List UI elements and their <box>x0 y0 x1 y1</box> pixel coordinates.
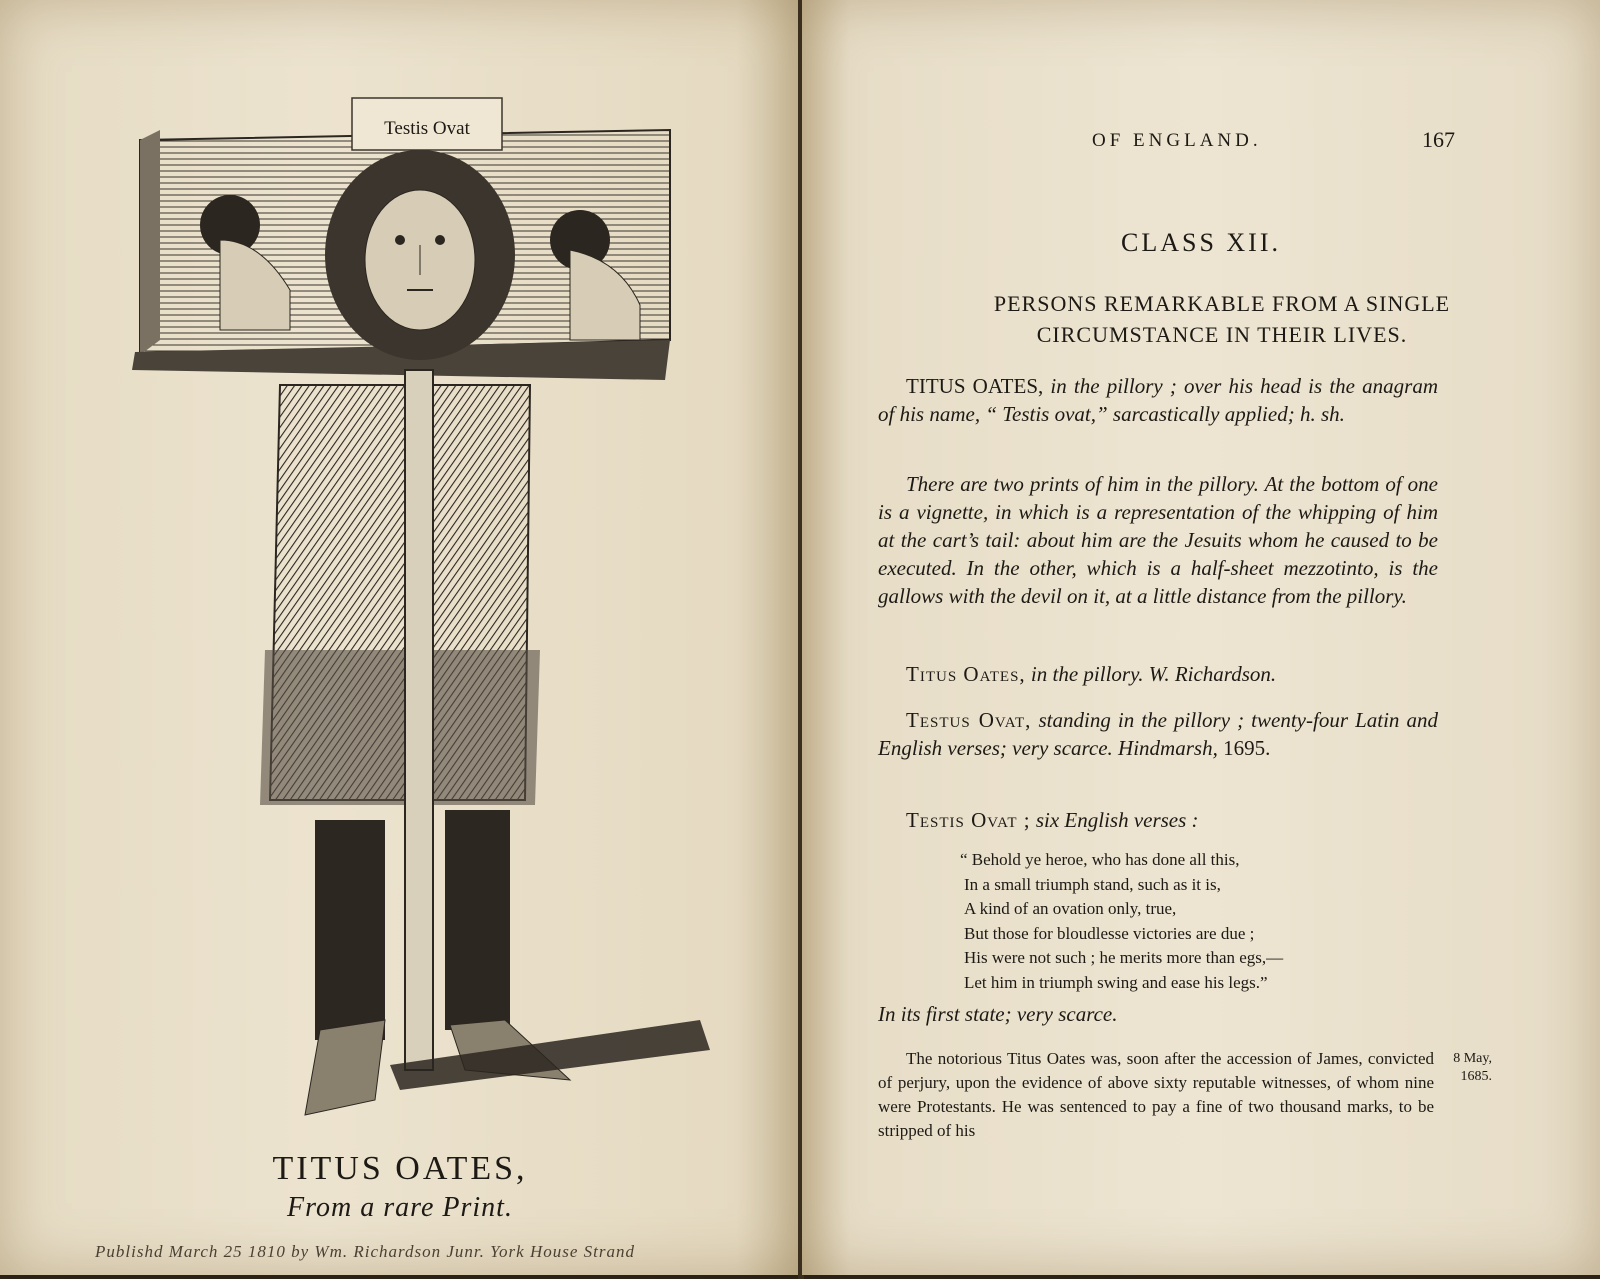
plate-caption-title: TITUS OATES, <box>272 1150 528 1187</box>
entry-name: TITUS OATES, <box>906 374 1044 398</box>
margin-note-line: 8 May, <box>1453 1051 1492 1066</box>
verse-line: “ Behold ye heroe, who has done all this, <box>960 850 1240 869</box>
entry-description: standing in the pillory ; twenty-four Latin and English verses; very scarce. Hindmarsh, <box>878 708 1438 760</box>
section-heading-line: CIRCUMSTANCE IN THEIR LIVES. <box>1036 322 1408 347</box>
verse-line: But those for bloudlesse victories are due ; <box>964 923 1255 943</box>
running-head: OF ENGLAND. <box>1092 130 1262 151</box>
entry-note: There are two prints of him in the pillory. At the bottom of one is a vignette, in which is a representation of the whipping of him at the cart’s tail: about him are the Jesuits whom he caused to be executed. In the other, which is a half-sheet mezzotinto, is the gallows with the devil on it, at a little distance from the pillory. <box>878 472 1438 608</box>
engraving-plate <box>120 90 720 1150</box>
entry-description: in the pillory ; over his head is the anagram of his name, “ Testis ovat,” sarcastically applied; h. sh. <box>878 374 1438 426</box>
right-page <box>802 0 1600 1275</box>
entry-testis-ovat <box>878 806 1438 834</box>
class-heading: CLASS XII. <box>1120 228 1281 257</box>
entry-testus-ovat <box>878 706 1438 762</box>
page-number: 167 <box>1422 127 1455 152</box>
verse-line: A kind of an ovation only, true, <box>964 899 1177 918</box>
entry-name: Titus Oates, <box>906 662 1026 686</box>
margin-date-note <box>1444 1050 1492 1086</box>
pillory-engraving <box>120 90 720 1150</box>
verse-line: Let him in triumph swing and ease his legs.” <box>964 972 1268 992</box>
verse-line: In a small triumph stand, such as it is, <box>964 874 1221 894</box>
entry-titus-oates-1 <box>878 372 1438 428</box>
entry-name: Testus Ovat, <box>906 708 1032 732</box>
state-note: In its first state; very scarce. <box>878 1002 1118 1026</box>
entry-year: 1695. <box>1223 736 1271 760</box>
entry-name: Testis Ovat ; <box>906 808 1031 832</box>
margin-note-line: 1685. <box>1460 1069 1492 1084</box>
left-page <box>0 0 800 1275</box>
plate-caption-subtitle: From a rare Print. <box>287 1192 513 1223</box>
narrative-paragraph: The notorious Titus Oates was, soon after the accession of James, convicted of perjury, upon the evidence of above sixty reputable witnesses, of whom nine were Protestants. He was sentenced to pay a fine of two thousand marks, to be stripped of his <box>878 1049 1434 1140</box>
plate-imprint: Publishd March 25 1810 by Wm. Richardson Junr. York House Strand <box>95 1242 635 1261</box>
verse-line: His were not such ; he merits more than egs,— <box>964 948 1284 967</box>
entry-description: in the pillory. W. Richardson. <box>1025 662 1277 686</box>
banner-text: Testis Ovat <box>384 118 470 139</box>
section-heading <box>882 288 1562 350</box>
verse-block <box>960 848 1440 995</box>
entry-titus-oates-2 <box>878 660 1438 688</box>
section-heading-line: PERSONS REMARKABLE FROM A SINGLE <box>993 291 1451 316</box>
entry-description: six English verses : <box>1030 808 1199 832</box>
